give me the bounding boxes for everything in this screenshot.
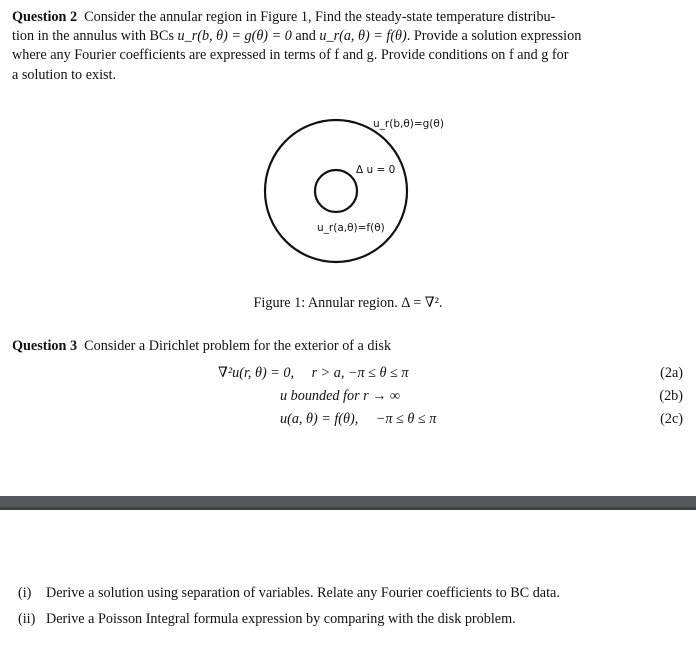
q2-bc-outer: u_r(b, θ) = g(θ) = 0 [177,28,292,45]
task-label: (i) [18,585,32,601]
equation-2c [280,411,436,428]
q2-line1-text: Consider the annular region in Figure 1, Find the steady-state temperature distribu- [84,9,556,25]
q2-line2-mid: and [291,28,320,45]
q2-line2-prefix: tion in the annulus with BCs [12,28,178,45]
equation-2c-tag: (2c) [660,411,683,427]
task-label: (ii) [18,611,36,627]
eq-2a-left: ∇²u(r, θ) = 0, [218,365,295,381]
q2-line-4: a solution to exist. [12,66,117,83]
outer-bc-label: u_r(b,θ)=g(θ) [373,118,444,130]
task-item-1 [18,585,560,602]
task-text: Derive a solution using separation of variables. Relate any Fourier coefficients to BC data. [46,585,560,601]
eq-2b-text: u bounded for r → ∞ [280,388,401,404]
equation-2b [280,388,400,405]
q2-bc-inner: u_r(a, θ) = f(θ) [319,28,407,45]
eq-2c-right: −π ≤ θ ≤ π [375,411,437,427]
laplace-label: Δ u = 0 [356,164,396,176]
question-2 [12,8,684,85]
q3-heading: Question 3 [12,338,78,354]
eq-2a-right: r > a, −π ≤ θ ≤ π [311,365,409,381]
q2-heading: Question 2 [12,9,78,25]
task-text: Derive a Poisson Integral formula expression by comparing with the disk problem. [46,611,516,627]
q2-line-3: where any Fourier coefficients are expressed in terms of f and g. Provide conditions on f and g for [12,47,569,64]
question-3 [12,338,391,355]
inner-circle [315,170,357,212]
outer-circle [265,120,407,262]
q3-text: Consider a Dirichlet problem for the exterior of a disk [84,338,392,354]
q2-line2-suffix: . Provide a solution expression [406,28,582,45]
figure-caption: Figure 1: Annular region. Δ = ∇². [253,295,443,311]
eq-2c-left: u(a, θ) = f(θ), [280,411,359,427]
q2-line-1 [12,8,684,27]
page-divider [0,496,696,510]
q2-line-2 [12,27,684,46]
equation-2a [218,365,408,382]
inner-bc-label: u_r(a,θ)=f(θ) [317,222,385,234]
equation-2b-tag: (2b) [659,388,683,404]
annulus-figure [260,110,460,270]
annulus-diagram [260,110,460,270]
task-item-2 [18,611,516,628]
equation-2a-tag: (2a) [660,365,683,381]
